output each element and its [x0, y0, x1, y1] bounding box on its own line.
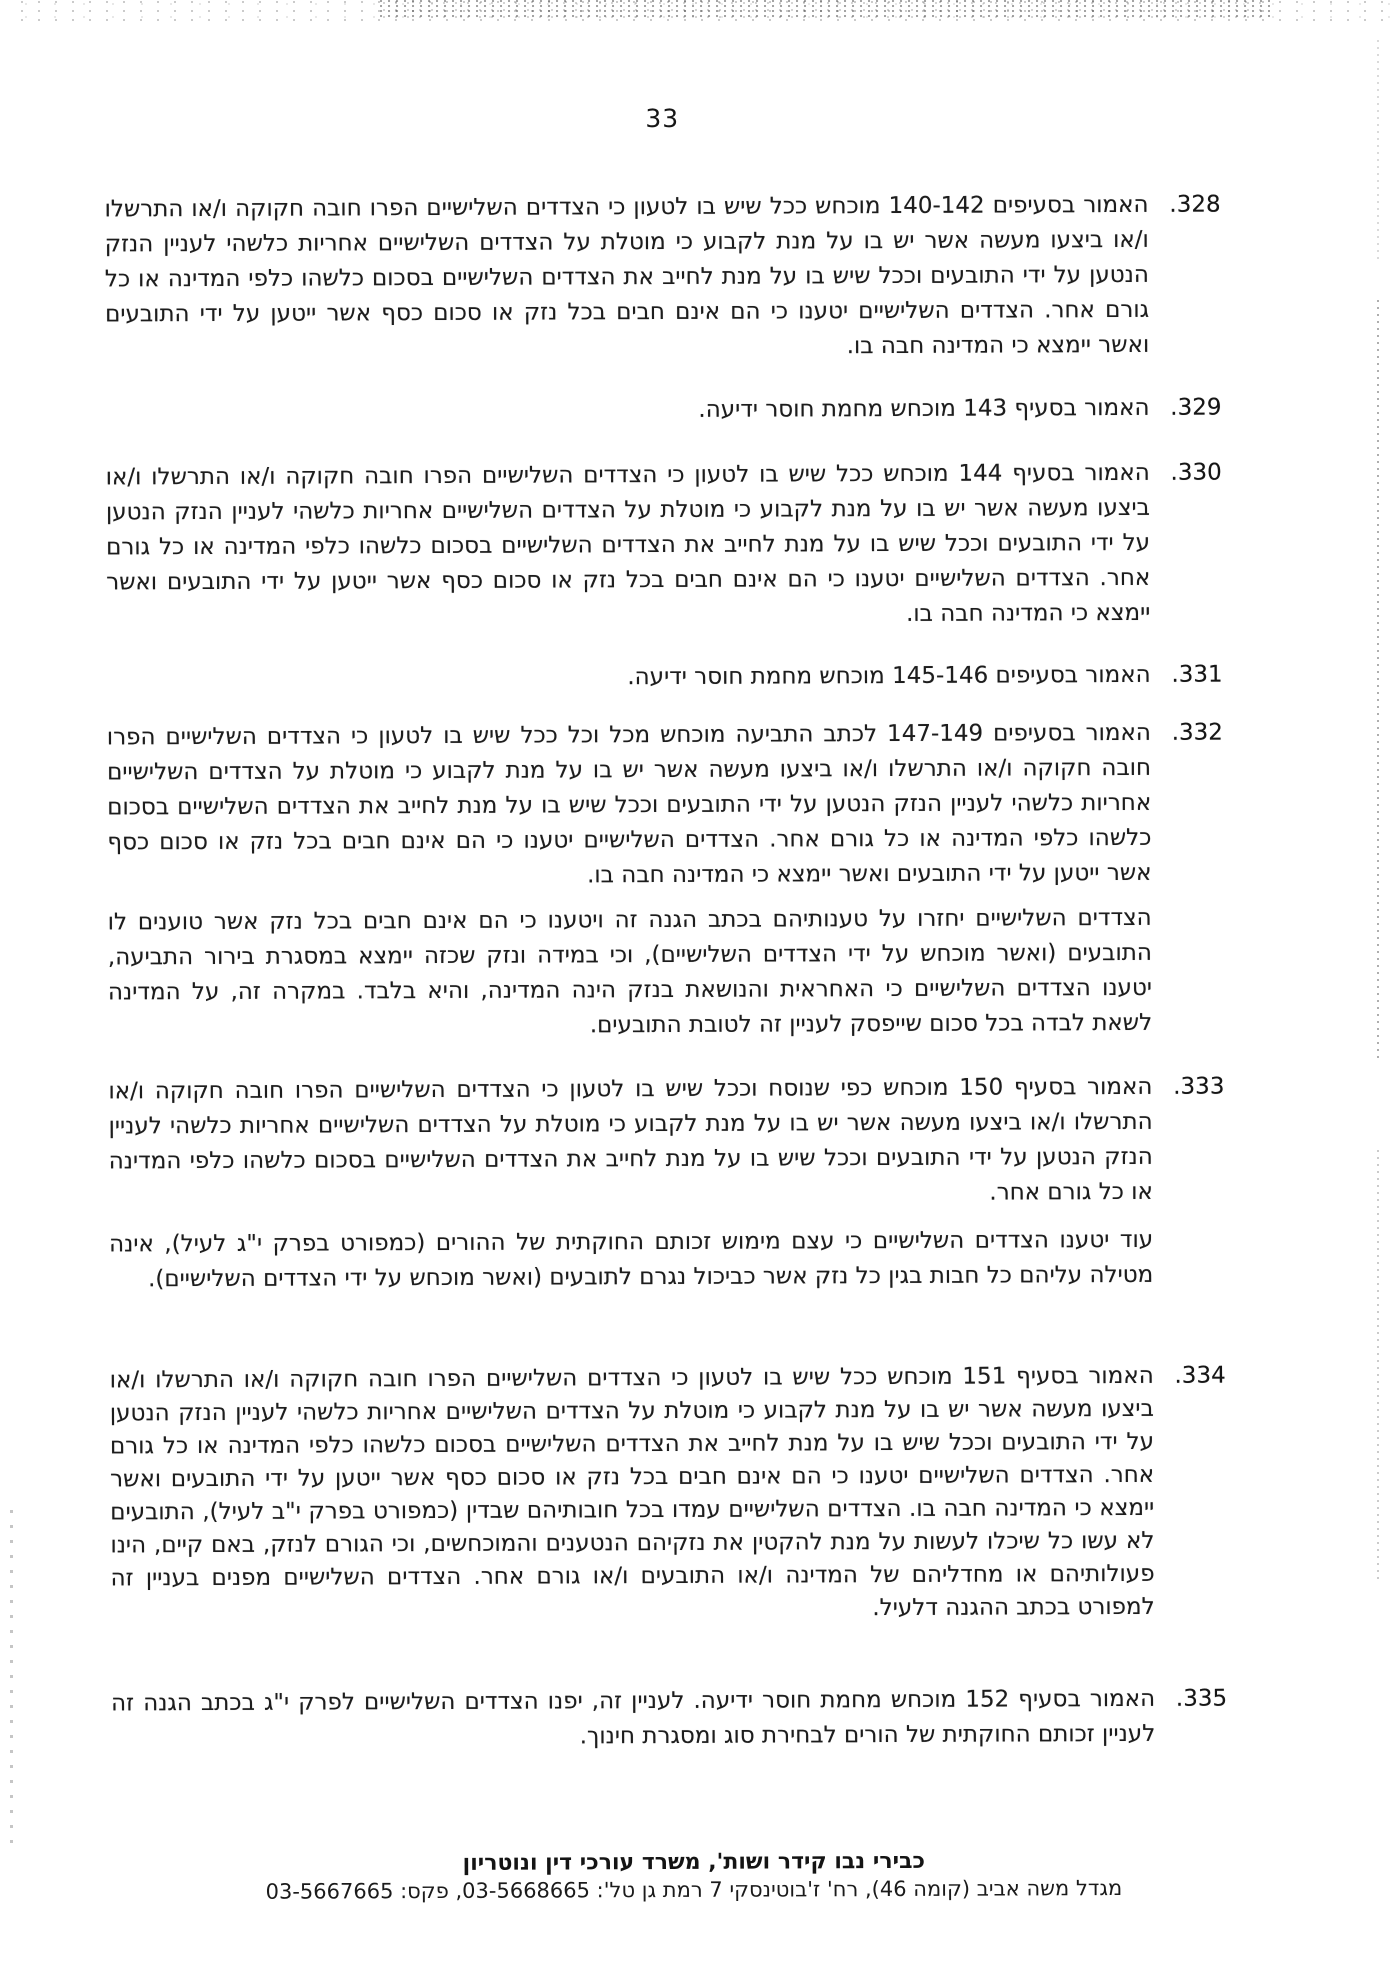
paragraph-text: האמור בסעיף 151 מוכחש ככל שיש בו לטעון כי הצדדים השלישיים הפרו חובה חקוקה ו/או התרשלו ו/או ביצעו מעשה אשר יש בו על מנת לקבוע כי מוטלת על הצדדים השלישיים אחריות כלשהי לעניין הנזק הנטען על ידי התובעים וככל שיש בו על מנת לחייב את הצדדים השלישיים בסכום כלשהו כלפי המדינה או כל גורם אחר. הצדדים השלישיים יטענו כי הם אינם חבים בכל נזק או סכום כסף אשר ייטען על ידי התובעים ואשר יימצא כי המדינה חבה בו. הצדדים השלישיים עמדו בכל חובותיהם שבדין (כמפורט בפרק י"ב לעיל), התובעים לא עשו כל שיכלו לעשות על מנת להקטין את נזקיהם הנטענים והמוכחשים, וכי הגורם לנזק, באם קיים, הינו פעולותיהם או מחדליהם של המדינה ו/או התובעים ו/או גורם אחר. הצדדים השלישיים מפנים בעניין זה למפורט בכתב ההגנה דלעיל. [109, 1362, 1155, 1622]
paragraph-328 [105, 188, 1222, 368]
paragraph-unnumbered-2 [109, 1223, 1225, 1298]
paragraph-text: האמור בסעיפים 140-142 מוכחש ככל שיש בו לטעון כי הצדדים השלישיים הפרו חובה חקוקה ו/או התרשלו ו/או ביצעו מעשה אשר יש בו על מנת לקבוע כי מוטלת על הצדדים השלישיים אחריות כלשהי לעניין הנזק הנטען על ידי התובעים וככל שיש בו על מנת לחייב את הצדדים השלישיים בסכום כלשהו כלפי המדינה או כל גורם אחר. הצדדים השלישיים יטענו כי הם אינם חבים בכל נזק או סכום כסף אשר ייטען על ידי התובעים ואשר יימצא כי המדינה חבה בו. [104, 191, 1150, 360]
paragraph-text: האמור בסעיף 143 מוכחש מחמת חוסר ידיעה. [698, 394, 1150, 423]
paragraph-text: הצדדים השלישיים יחזרו על טענותיהם בכתב הגנה זה ויטענו כי הם אינם חבים בכל נזק אשר טוענים לו התובעים (ואשר מוכחש על ידי הצדדים השלישיים), וכי במידה ונזק שכזה יימצא במסגרת בירור התביעה, יטענו הצדדים השלישיים כי האחראית והנושאת בנזק הינה המדינה, והיא בלבד. במקרה זה, על המדינה לשאת לבדה בכל סכום שייפסק לעניין זה לטובת התובעים. [107, 904, 1153, 1039]
paragraph-332 [107, 716, 1224, 896]
paragraph-333 [108, 1070, 1225, 1215]
page-number: 33 [645, 103, 680, 134]
paragraph-number: 331. [1171, 661, 1223, 688]
paragraph-text: האמור בסעיפים 145-146 מוכחש מחמת חוסר ידיעה. [627, 661, 1151, 691]
footer [134, 1847, 1254, 1905]
paragraph-number: 329. [1170, 394, 1222, 421]
law-firm-name: כבירי נבו קידר ושות', משרד עורכי דין ונוטריון [462, 1848, 926, 1876]
paragraph-number: 328. [1169, 191, 1221, 218]
paragraph-329 [105, 391, 1221, 431]
paragraph-number: 335. [1175, 1685, 1228, 1712]
paragraph-text: האמור בסעיף 152 מוכחש מחמת חוסר ידיעה. לעניין זה, יפנו הצדדים השלישיים לפרק י"ג בכתב הגנה זה לעניין זכותם החוקתית של הורים לבחירת סוג ומסגרת חינוך. [111, 1685, 1156, 1750]
paragraph-text: עוד יטענו הצדדים השלישיים כי עצם מימוש זכותם החוקתית של ההורים (כמפורט בפרק י"ג לעיל), אינה מטילה עליהם כל חבות בגין כל נזק אשר כביכול נגרם לתובעים (ואשר מוכחש על ידי הצדדים השלישיים). [109, 1226, 1154, 1293]
paragraph-text: האמור בסעיף 144 מוכחש ככל שיש בו לטעון כי הצדדים השלישיים הפרו חובה חקוקה ו/או התרשלו ו/או ביצעו מעשה אשר יש בו על מנת לקבוע כי מוטלת על הצדדים השלישיים אחריות כלשהי לעניין הנזק הנטען על ידי התובעים וככל שיש בו על מנת לחייב את הצדדים השלישיים בסכום כלשהו כלפי המדינה או כל גורם אחר. הצדדים השלישיים יטענו כי הם אינם חבים בכל נזק או סכום כסף אשר ייטען על ידי התובעים ואשר יימצא כי המדינה חבה בו. [105, 459, 1151, 627]
paragraph-330 [106, 456, 1223, 636]
paragraph-335 [111, 1682, 1227, 1757]
paragraph-unnumbered-1 [108, 901, 1225, 1046]
paragraph-text: האמור בסעיפים 147-149 לכתב התביעה מוכחש מכל וכל ככל שיש בו לטעון כי הצדדים השלישיים הפרו חובה חקוקה ו/או התרשלו ו/או ביצעו מעשה אשר יש בו על מנת לקבוע כי מוטלת על הצדדים השלישיים אחריות כלשהי לעניין הנזק הנטען על ידי התובעים וככל שיש בו על מנת לחייב את הצדדים השלישיים בסכום כלשהו כלפי המדינה או כל גורם אחר. הצדדים השלישיים יטענו כי הם אינם חבים בכל נזק או סכום כסף אשר ייטען על ידי התובעים ואשר יימצא כי המדינה חבה בו. [106, 719, 1152, 889]
paragraph-334 [110, 1360, 1227, 1629]
paragraph-number: 334. [1174, 1362, 1226, 1389]
paragraph-number: 330. [1170, 459, 1222, 486]
paragraph-331 [107, 658, 1223, 698]
paragraph-number: 332. [1171, 719, 1223, 746]
paragraph-text: האמור בסעיף 150 מוכחש כפי שנוסח וככל שיש בו לטעון כי הצדדים השלישיים הפרו חובה חקוקה ו/או התרשלו ו/או ביצעו מעשה אשר יש בו על מנת לקבוע כי מוטלת על הצדדים השלישיים אחריות כלשהי לעניין הנזק הנטען על ידי התובעים וככל שיש בו על מנת לחייב את הצדדים השלישיים בסכום כלשהו כלפי המדינה או כל גורם אחר. [108, 1073, 1153, 1206]
law-firm-address: מגדל משה אביב (קומה 46), רח' ז'בוטינסקי 7 רמת גן טל': 03-5668665, פקס: 03-5667665 [265, 1875, 1123, 1904]
paragraph-number: 333. [1173, 1073, 1225, 1100]
